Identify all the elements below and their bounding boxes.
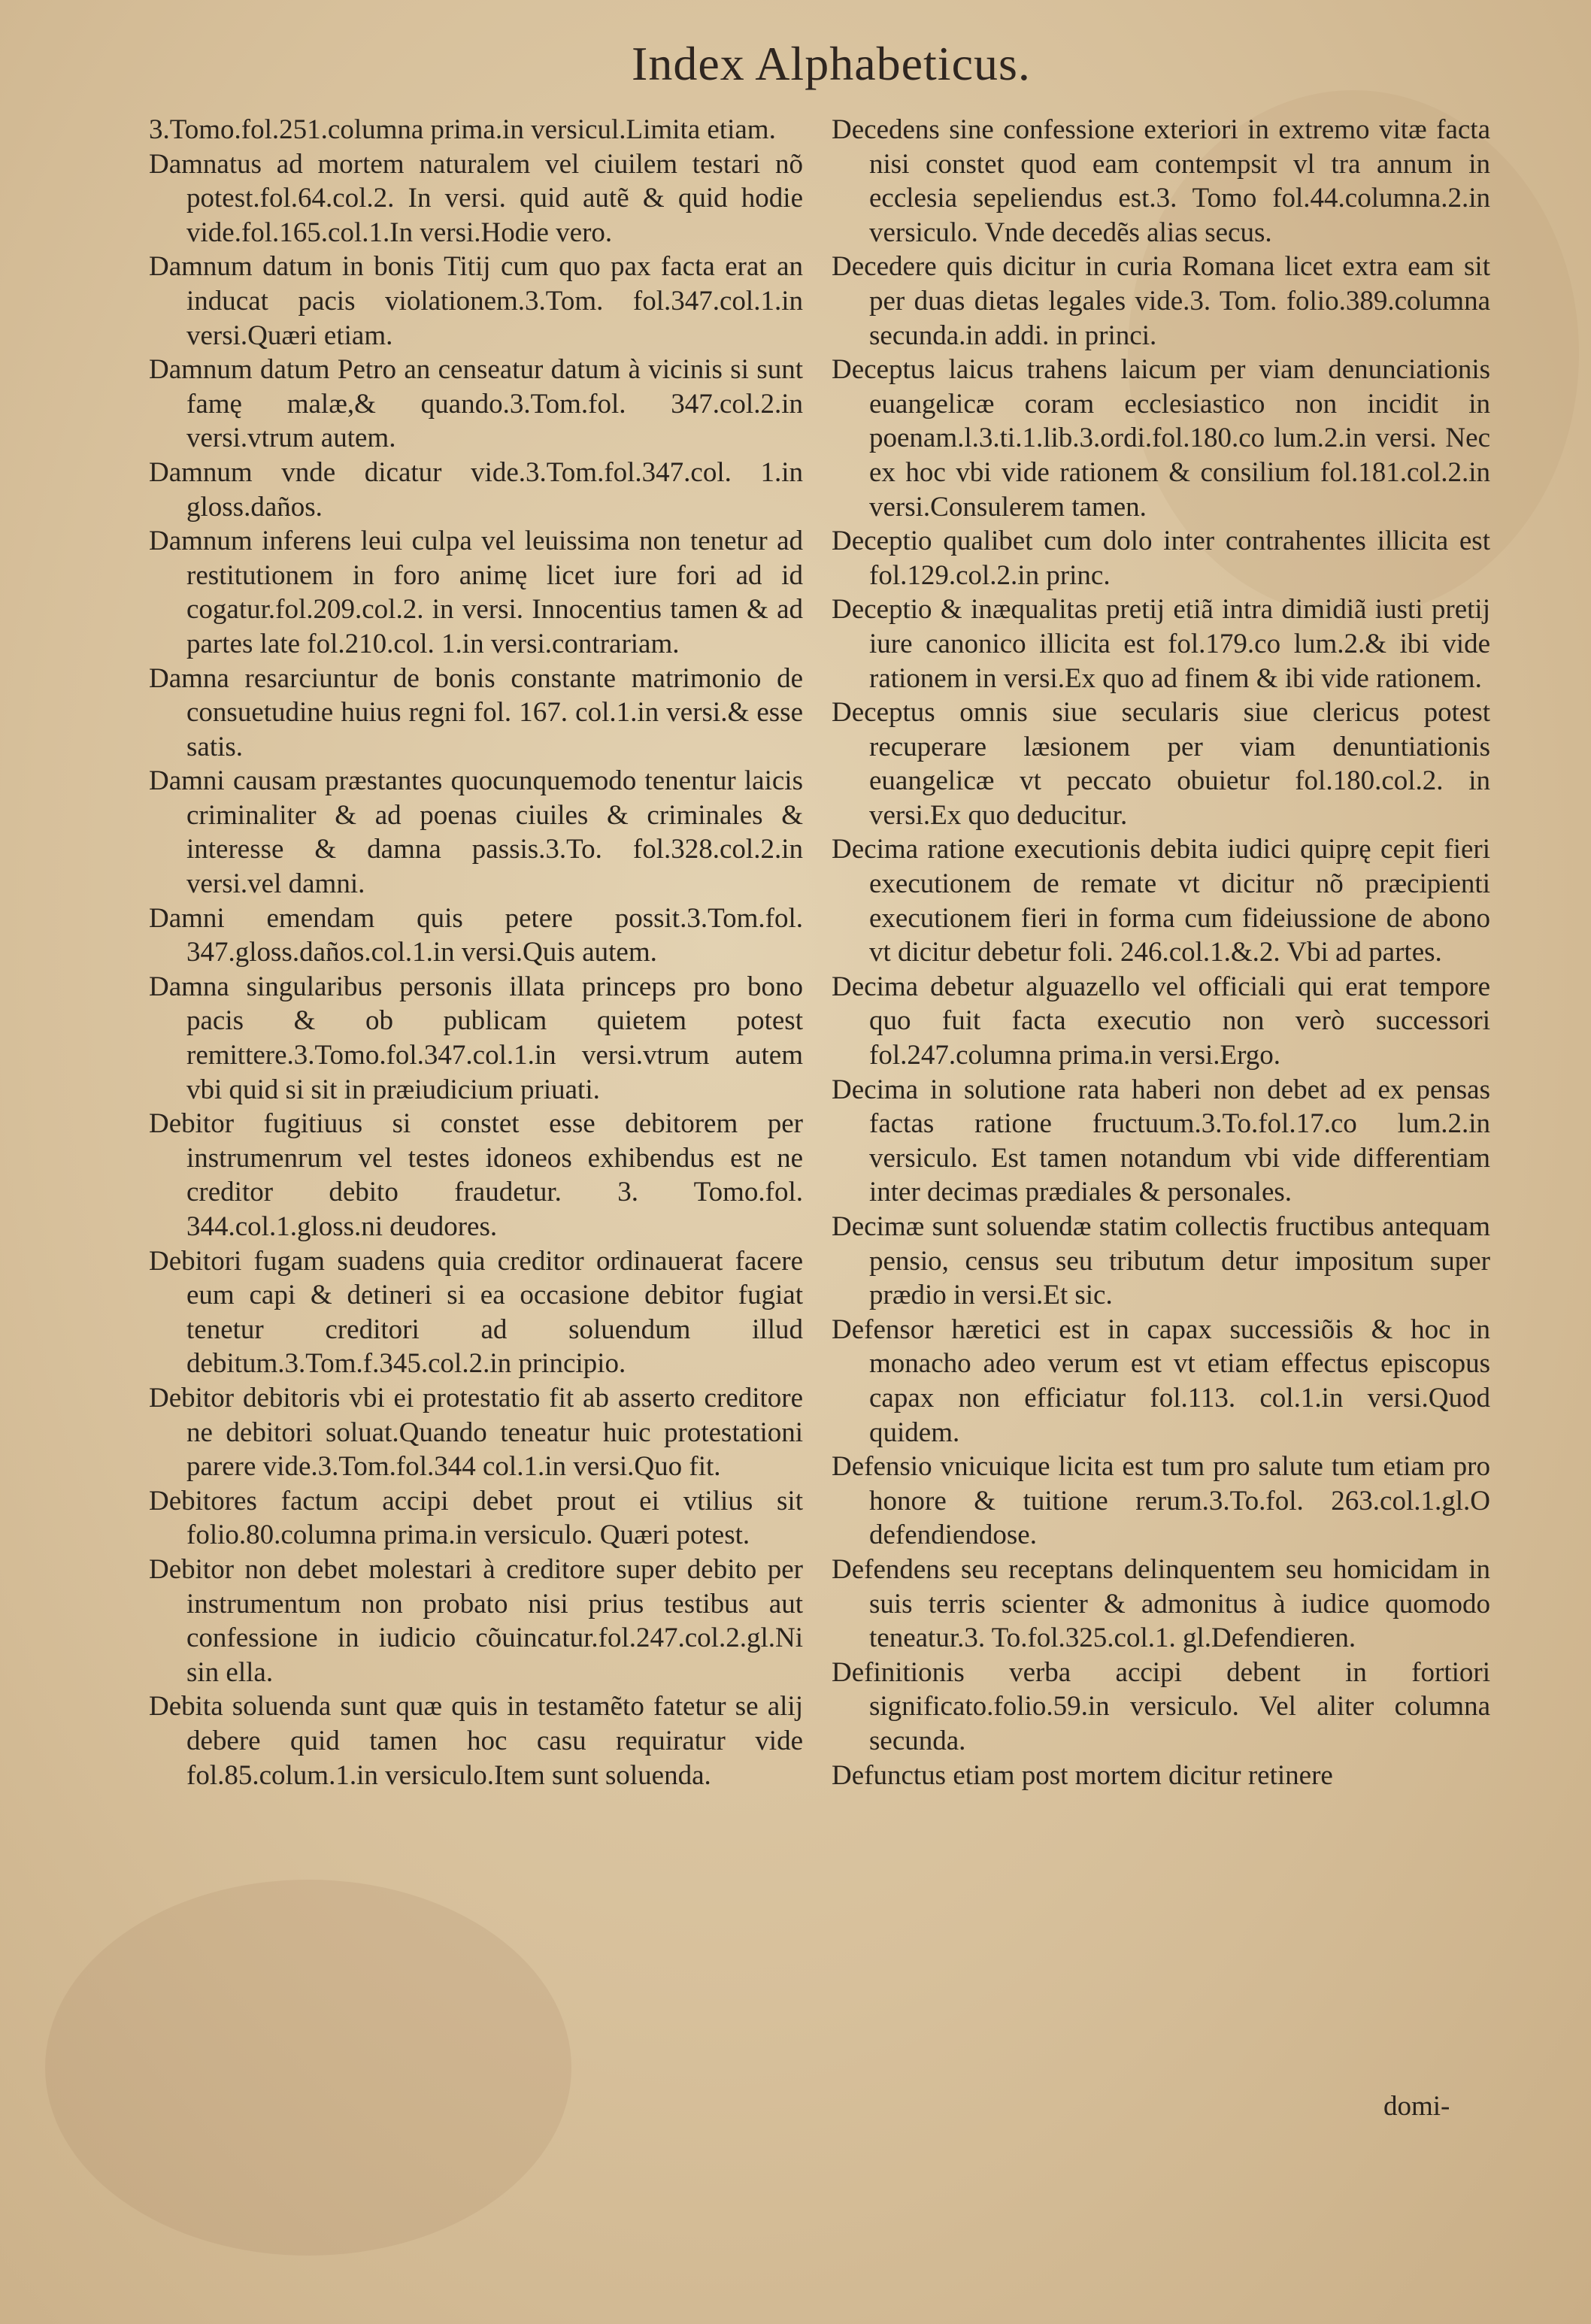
index-entry: Debitor debitoris vbi ei protestatio fit ab asserto creditore ne debitori soluat.Quando teneatur huic protestationi parere vide.3.Tom.fol.344 col.1.in versi.Quo fit. <box>149 1382 803 1483</box>
index-entry: Decimæ sunt soluendæ statim collectis fructibus antequam pensio, census seu tributum detur impositum super prædio in versi.Et sic. <box>832 1211 1490 1311</box>
index-entry: 3.Tomo.fol.251.columna prima.in versicul.Limita etiam. <box>149 114 776 145</box>
index-entry: Defensio vnicuique licita est tum pro salute tum etiam pro honore & tuitione rerum.3.To.fol. 263.col.1.gl.O defendiendose. <box>832 1451 1490 1551</box>
index-entry: Defunctus etiam post mortem dicitur retinere <box>832 1759 1333 1791</box>
index-entry: Defendens seu receptans delinquentem seu homicidam in suis terris scienter & admonitus à iudice quomodo teneatur.3. To.fol.325.col.1. gl.Defendieren. <box>832 1553 1490 1654</box>
index-entry: Debitor non debet molestari à creditore super debito per instrumentum non probato nisi prius testibus aut confessione in iudicio cõuincatur.fol.247.col.2.gl.Ni sin ella. <box>149 1553 803 1688</box>
index-entry: Deceptus laicus trahens laicum per viam denunciationis euangelicæ coram ecclesiastico non incidit in poenam.l.3.ti.1.lib.3.ordi.fol.180.co lum.2.in versi. Nec ex hoc vbi vide rationem & consilium fol.181.col.2.in versi.Consulerem tamen. <box>832 354 1490 523</box>
index-entry: Damnum datum Petro an censeatur datum à vicinis si sunt famę malæ,& quando.3.Tom.fol. 347.col.2.in versi.vtrum autem. <box>149 354 803 454</box>
index-entry: Debitor fugitiuus si constet esse debitorem per instrumenrum vel testes idoneos exhibendus est ne creditor debito fraudetur. 3. Tomo.fol. 344.col.1.gloss.ni deudores. <box>149 1108 803 1242</box>
index-entry: Decima debetur alguazello vel officiali qui erat tempore quo fuit facta executio non verò successori fol.247.columna prima.in versi.Ergo. <box>832 971 1490 1071</box>
paper-stain <box>45 1880 571 2256</box>
index-entry: Damni causam præstantes quocunquemodo tenentur laicis criminaliter & ad poenas ciuiles & criminales & interesse & damna passis.3.To. fol.328.col.2.in versi.vel damni. <box>149 765 803 900</box>
index-entry: Damnum vnde dicatur vide.3.Tom.fol.347.col. 1.in gloss.daños. <box>149 456 803 523</box>
left-index-column <box>149 113 803 1792</box>
index-entry: Decedere quis dicitur in curia Romana licet extra eam sit per duas dietas legales vide.3. Tom. folio.389.columna secunda.in addi. in princi. <box>832 251 1490 351</box>
index-entry: Damnum datum in bonis Titij cum quo pax facta erat an inducat pacis violationem.3.Tom. fol.347.col.1.in versi.Quæri etiam. <box>149 251 803 351</box>
index-entry: Decima ratione executionis debita iudici quiprę cepit fieri executionem de remate vt dicitur nõ præcipienti executionem fieri in forma cum fideiussione de abono vt dicitur debetur foli. 246.col.1.&.2. Vbi ad partes. <box>832 834 1490 968</box>
catchword: domi- <box>1383 2091 1450 2122</box>
index-entry: Damni emendam quis petere possit.3.Tom.fol. 347.gloss.daños.col.1.in versi.Quis autem. <box>149 902 803 968</box>
index-entry: Decedens sine confessione exteriori in extremo vitæ facta nisi constet quod eam contempsit vl tra annum in ecclesia sepeliendus est.3. Tomo fol.44.columna.2.in versiculo. Vnde decedẽs alias secus. <box>832 114 1490 248</box>
index-entry: Damna singularibus personis illata princeps pro bono pacis & ob publicam quietem potest remittere.3.Tomo.fol.347.col.1.in versi.vtrum autem vbi quid si sit in præiudicium priuati. <box>149 971 803 1105</box>
index-entry: Deceptio & inæqualitas pretij etiã intra dimidiã iusti pretij iure canonico illicita est fol.179.co lum.2.& ibi vide rationem in versi.Ex quo ad finem & ibi vide rationem. <box>832 594 1490 694</box>
right-index-column <box>832 113 1490 1792</box>
index-entry: Defensor hæretici est in capax successiõis & hoc in monacho adeo verum est vt etiam effectus episcopus capax non efficiatur fol.113. col.1.in versi.Quod quidem. <box>832 1313 1490 1448</box>
index-entry: Damnum inferens leui culpa vel leuissima non tenetur ad restitutionem in foro animę licet iure fori ad id cogatur.fol.209.col.2. in versi. Innocentius tamen & ad partes late fol.210.col. 1.in versi.contrariam. <box>149 526 803 659</box>
index-entry: Decima in solutione rata haberi non debet ad ex pensas factas ratione fructuum.3.To.fol.17.co lum.2.in versiculo. Est tamen notandum vbi vide differentiam inter decimas prædiales & personales. <box>832 1074 1490 1208</box>
index-entry: Damnatus ad mortem naturalem vel ciuilem testari nõ potest.fol.64.col.2. In versi. quid autẽ & quid hodie vide.fol.165.col.1.In versi.Hodie vero. <box>149 148 803 248</box>
index-entry: Debitores factum accipi debet prout ei vtilius sit folio.80.columna prima.in versiculo. Quæri potest. <box>149 1485 803 1551</box>
page-title: Index Alphabeticus. <box>632 37 1031 90</box>
index-entry: Debitori fugam suadens quia creditor ordinauerat facere eum capi & detineri si ea occasione debitor fugiat tenetur creditori ad soluendum illud debitum.3.Tom.f.345.col.2.in principio. <box>149 1245 803 1380</box>
index-entry: Debita soluenda sunt quæ quis in testamẽto fatetur se alij debere quid tamen hoc casu requiratur vide fol.85.colum.1.in versiculo.Item sunt soluenda. <box>149 1691 803 1791</box>
index-entry: Damna resarciuntur de bonis constante matrimonio de consuetudine huius regni fol. 167. col.1.in versi.& esse satis. <box>149 662 803 762</box>
index-entry: Definitionis verba accipi debent in fortiori significato.folio.59.in versiculo. Vel aliter columna secunda. <box>832 1656 1490 1756</box>
index-entry: Deceptio qualibet cum dolo inter contrahentes illicita est fol.129.col.2.in princ. <box>832 526 1490 591</box>
index-entry: Deceptus omnis siue secularis siue clericus potest recuperare læsionem per viam denuntiationis euangelicæ vt peccato obuietur fol.180.col.2. in versi.Ex quo deducitur. <box>832 697 1490 831</box>
